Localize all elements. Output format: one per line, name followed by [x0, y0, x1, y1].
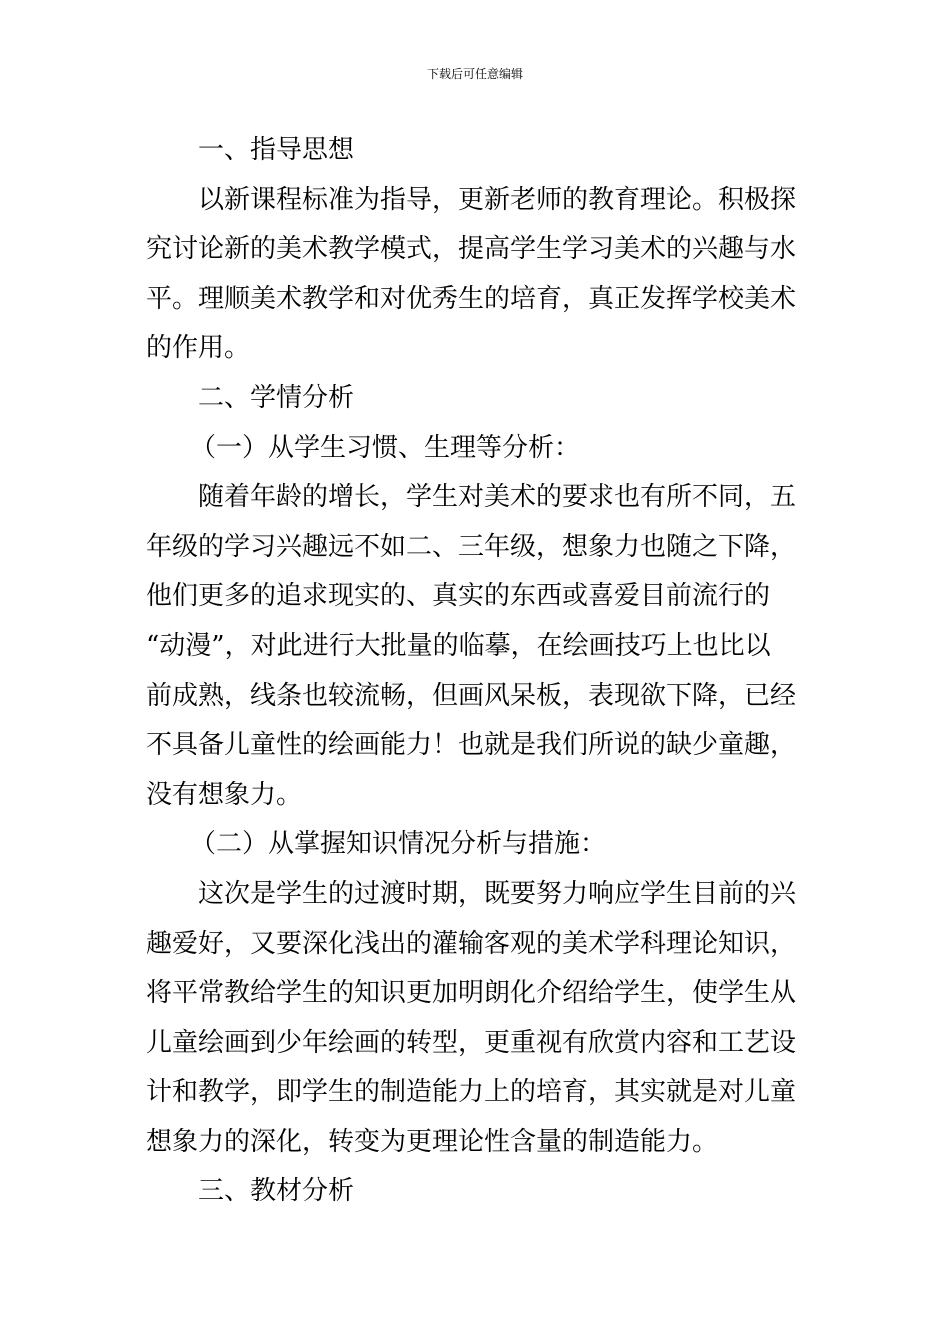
- section-heading: 一、指导思想: [198, 135, 355, 165]
- paragraph-line: 他们更多的追求现实的、真实的东西或喜爱目前流行的: [146, 581, 771, 612]
- paragraph-line: 这次是学生的过渡时期，既要努力响应学生目前的兴: [198, 878, 797, 909]
- paragraph-line: 趣爱好，又要深化浅出的灌输客观的美术学科理论知识，: [146, 928, 797, 959]
- paragraph-line: 的作用。: [146, 333, 251, 364]
- subsection-heading: （一）从学生习惯、生理等分析：: [190, 432, 581, 463]
- paragraph-line: 将平常教给学生的知识更加明朗化介绍给学生，使学生从: [146, 978, 797, 1009]
- paragraph-line: 想象力的深化，转变为更理论性含量的制造能力。: [146, 1126, 719, 1157]
- paragraph-line: 究讨论新的美术教学模式，提高学生学习美术的兴趣与水: [146, 234, 797, 265]
- paragraph-line: 没有想象力。: [146, 779, 303, 810]
- page-header-note: 下载后可任意编辑: [426, 67, 523, 81]
- paragraph-line: “动漫”，对此进行大批量的临摹，在绘画技巧上也比以: [146, 630, 771, 661]
- paragraph-line: 计和教学，即学生的制造能力上的培育，其实就是对儿童: [146, 1077, 797, 1108]
- paragraph-line: 前成熟，线条也较流畅，但画风呆板，表现欲下降，已经: [146, 680, 797, 711]
- section-heading: 三、教材分析: [198, 1176, 355, 1207]
- paragraph-line: 儿童绘画到少年绘画的转型，更重视有欣赏内容和工艺设: [146, 1027, 797, 1058]
- section-heading: 二、学情分析: [198, 382, 355, 413]
- paragraph-line: 随着年龄的增长，学生对美术的要求也有所不同，五: [198, 482, 797, 513]
- paragraph-line: 平。理顺美术教学和对优秀生的培育，真正发挥学校美术: [146, 283, 797, 314]
- paragraph-line: 不具备儿童性的绘画能力！也就是我们所说的缺少童趣，: [146, 730, 797, 761]
- paragraph-line: 年级的学习兴趣远不如二、三年级，想象力也随之下降，: [146, 531, 797, 562]
- paragraph-line: 以新课程标准为指导，更新老师的教育理论。积极探: [198, 184, 797, 215]
- document-body: [146, 126, 806, 1217]
- subsection-heading: （二）从掌握知识情况分析与措施：: [190, 829, 607, 860]
